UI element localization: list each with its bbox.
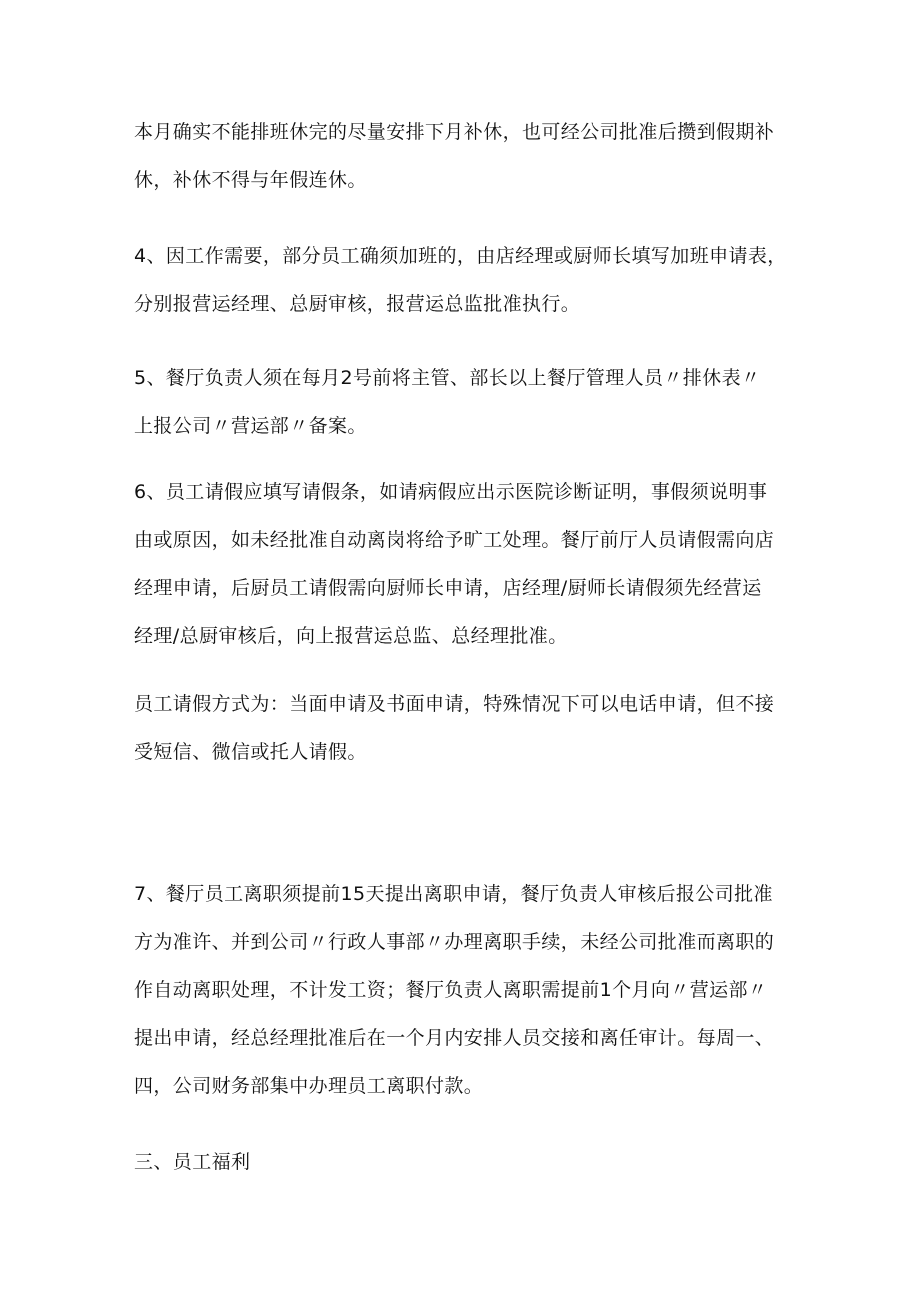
text-line: 5、餐厅负责人须在每月2号前将主管、部长以上餐厅管理人员〃排休表〃 xyxy=(134,367,761,389)
text-line: 分别报营运经理、总厨审核，报营运总监批准执行。 xyxy=(134,293,581,315)
text-line: 上报公司〃营运部〃备案。 xyxy=(134,415,367,437)
text-line: 经理申请，后厨员工请假需向厨师长申请，店经理/厨师长请假须先经营运 xyxy=(134,577,762,599)
paragraph-compensatory-leave xyxy=(134,108,810,204)
text-line: 7、餐厅员工离职须提前15天提出离职申请，餐厅负责人审核后报公司批准 xyxy=(134,883,773,905)
text-line: 6、员工请假应填写请假条，如请病假应出示医院诊断证明，事假须说明事 xyxy=(134,481,768,503)
section-heading-employee-benefits xyxy=(134,1138,810,1186)
text-line: 员工请假方式为：当面申请及书面申请，特殊情况下可以电话申请，但不接 xyxy=(134,693,775,715)
text-line: 四，公司财务部集中办理员工离职付款。 xyxy=(134,1075,484,1097)
text-line: 方为准许、并到公司〃行政人事部〃办理离职手续，未经公司批准而离职的 xyxy=(134,931,775,953)
text-line: 提出申请，经总经理批准后在一个月内安排人员交接和离任审计。每周一、 xyxy=(134,1027,775,1049)
paragraph-item-6-leave-request xyxy=(134,468,810,660)
paragraph-item-4-overtime xyxy=(134,232,810,328)
text-line: 受短信、微信或托人请假。 xyxy=(134,741,367,763)
paragraph-leave-methods xyxy=(134,680,810,776)
paragraph-item-5-schedule xyxy=(134,354,810,450)
text-line: 经理/总厨审核后，向上报营运总监、总经理批准。 xyxy=(134,625,568,647)
heading-text: 三、员工福利 xyxy=(134,1151,251,1173)
paragraph-item-7-resignation xyxy=(134,870,810,1110)
text-line: 由或原因，如未经批准自动离岗将给予旷工处理。餐厅前厅人员请假需向店 xyxy=(134,529,775,551)
text-line: 休，补休不得与年假连休。 xyxy=(134,169,367,191)
text-line: 本月确实不能排班休完的尽量安排下月补休，也可经公司批准后攒到假期补 xyxy=(134,121,775,143)
text-line: 4、因工作需要，部分员工确须加班的，由店经理或厨师长填写加班申请表， xyxy=(134,245,787,267)
text-line: 作自动离职处理，不计发工资；餐厅负责人离职需提前1个月向〃营运部〃 xyxy=(134,979,768,1001)
